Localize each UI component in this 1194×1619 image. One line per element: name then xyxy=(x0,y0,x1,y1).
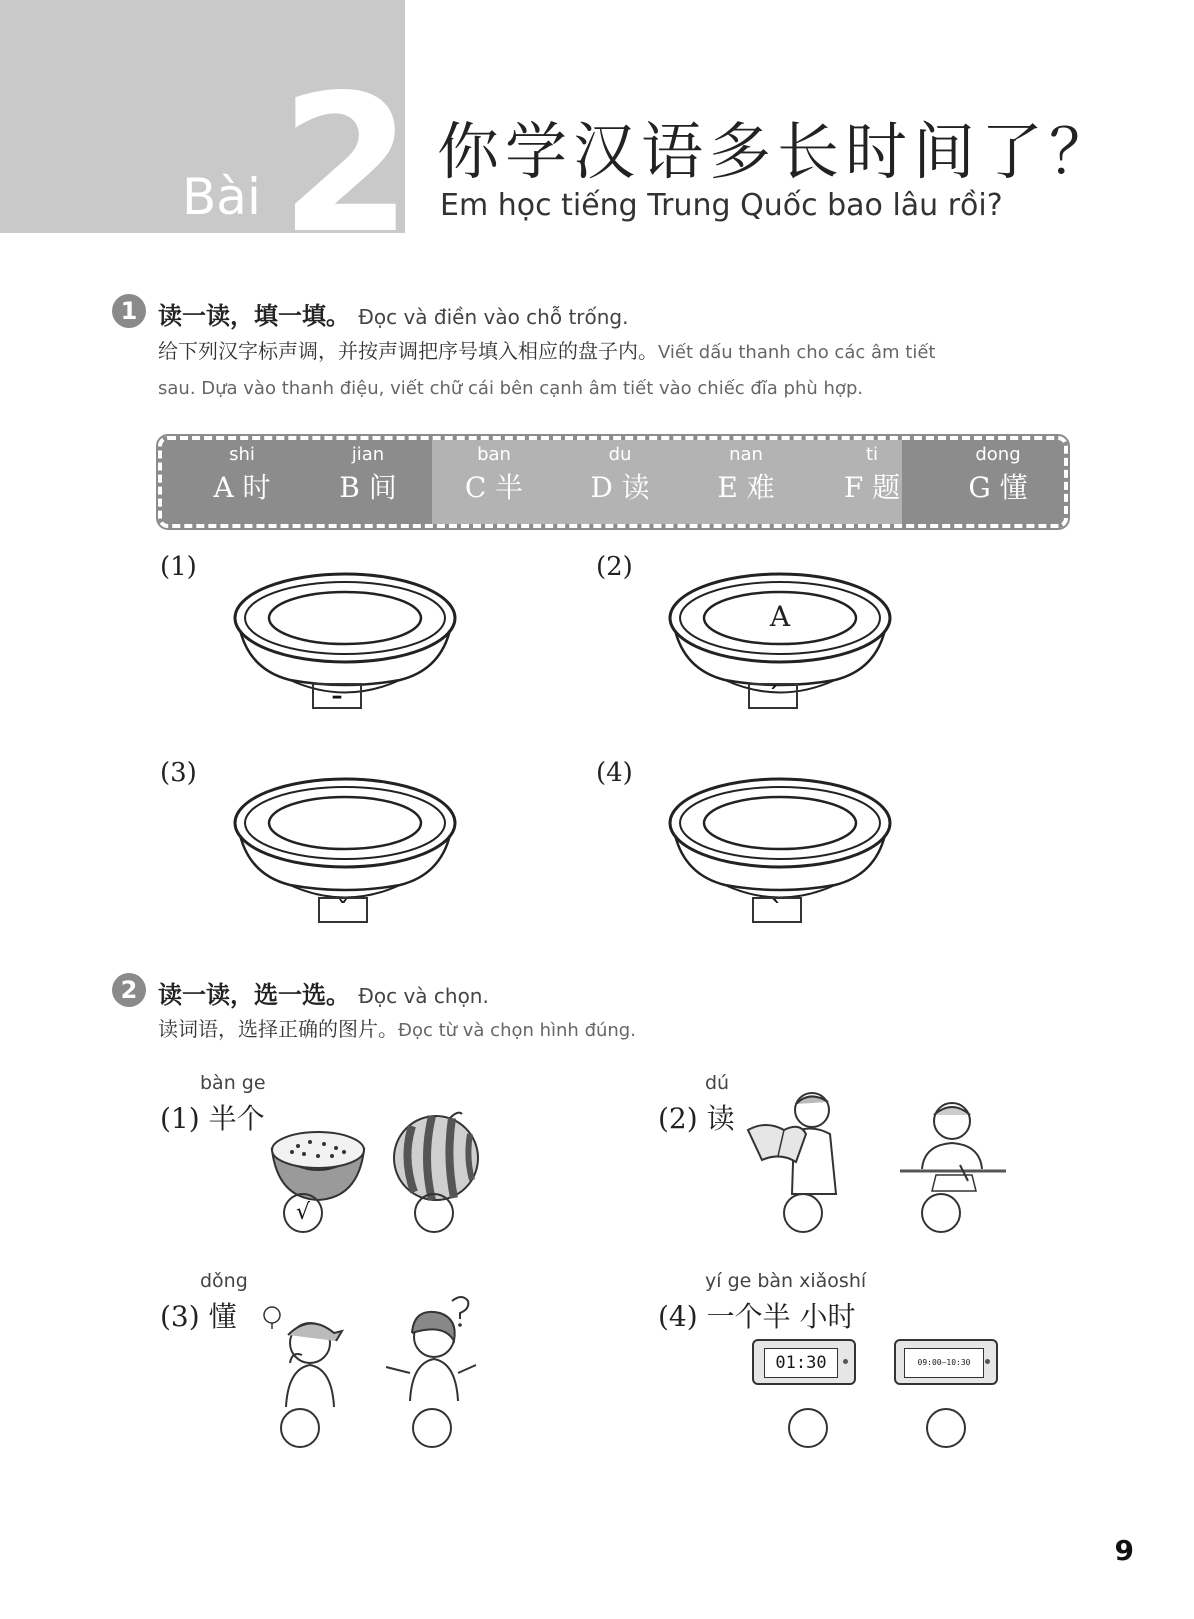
item-1-pinyin: bàn ge xyxy=(200,1072,266,1094)
strip-char: E 难 xyxy=(717,471,775,504)
strip-char: B 间 xyxy=(339,471,397,504)
strip-pinyin: nan xyxy=(729,444,763,465)
clock-range-display: 09:00—10:30 xyxy=(904,1348,984,1378)
item-4-choice-b[interactable] xyxy=(926,1408,966,1448)
item-4-label: (4) 一个半 小时 xyxy=(658,1300,856,1333)
strip-cell-e xyxy=(686,444,806,506)
girl-confused-icon xyxy=(380,1293,480,1403)
strip-pinyin: dong xyxy=(975,444,1021,465)
item-2-choice-a[interactable] xyxy=(783,1193,823,1233)
page-title-vi: Em học tiếng Trung Quốc bao lâu rồi? xyxy=(440,188,1003,223)
item-3-label: (3) 懂 xyxy=(160,1300,237,1333)
strip-char: F 题 xyxy=(843,471,901,504)
lesson-number: 2 xyxy=(280,54,413,275)
item-3-choice-b[interactable] xyxy=(412,1408,452,1448)
section-2-instruction-vi: Đọc từ và chọn hình đúng. xyxy=(398,1020,636,1041)
plate-2-content: A xyxy=(769,600,791,633)
section-2-title-vi: Đọc và chọn. xyxy=(358,984,489,1008)
plate-2-label: (2) xyxy=(596,552,633,582)
item-3-choice-a[interactable] xyxy=(280,1408,320,1448)
item-4-pinyin: yí ge bàn xiǎoshí xyxy=(705,1270,867,1292)
item-3-pinyin: dǒng xyxy=(200,1270,248,1292)
strip-pinyin: ti xyxy=(865,444,879,465)
item-1-choice-a[interactable]: √ xyxy=(283,1193,323,1233)
item-4-choice-a[interactable] xyxy=(788,1408,828,1448)
section-1-instruction-vi-2: sau. Dựa vào thanh điệu, viết chữ cái bên cạnh âm tiết vào chiếc đĩa phù hợp. xyxy=(158,378,864,399)
plate-2-tone: ˊ xyxy=(748,683,798,709)
strip-pinyin: ban xyxy=(477,444,511,465)
strip-char: C 半 xyxy=(464,471,524,504)
clock-display: 01:30 xyxy=(764,1348,838,1378)
digital-clock-range-icon xyxy=(894,1339,998,1385)
boy-writing-icon xyxy=(898,1095,1008,1195)
strip-char: A 时 xyxy=(213,471,271,504)
section-1-badge: 1 xyxy=(112,294,146,328)
digital-clock-icon xyxy=(752,1339,856,1385)
plate-1-label: (1) xyxy=(160,552,197,582)
section-1-title-cn: 读一读，填一填。 xyxy=(158,302,350,330)
strip-cell-a xyxy=(182,444,302,506)
lesson-banner xyxy=(0,0,413,275)
plate-4-icon xyxy=(665,775,895,915)
section-1-title xyxy=(158,296,628,331)
section-2-title xyxy=(158,975,489,1010)
plate-1-tone: – xyxy=(312,683,362,709)
strip-cell-c xyxy=(434,444,554,506)
section-2-instruction xyxy=(158,1012,636,1048)
strip-pinyin: jian xyxy=(351,444,385,465)
item-2-label: (2) 读 xyxy=(658,1102,735,1135)
plate-3-tone: ˇ xyxy=(318,897,368,923)
lesson-word: Bài xyxy=(182,168,261,226)
strip-pinyin: du xyxy=(608,444,632,465)
page-number: 9 xyxy=(1114,1534,1134,1567)
strip-cell-b xyxy=(308,444,428,506)
strip-cell-d xyxy=(560,444,680,506)
clock-button-icon xyxy=(843,1359,848,1364)
clock-button-icon xyxy=(985,1359,990,1364)
plate-3-label: (3) xyxy=(160,758,197,788)
section-2-title-cn: 读一读，选一选。 xyxy=(158,981,350,1009)
strip-char: G 懂 xyxy=(968,471,1028,504)
strip-char: D 读 xyxy=(590,471,650,504)
item-2-pinyin: dú xyxy=(705,1072,730,1094)
item-1-label: (1) 半个 xyxy=(160,1102,265,1135)
syllable-strip xyxy=(158,436,1068,528)
strip-cell-g xyxy=(938,444,1058,506)
girl-understands-icon xyxy=(262,1303,352,1408)
plate-4-tone: ˋ xyxy=(752,897,802,923)
whole-watermelon-icon xyxy=(392,1108,482,1203)
page-title-cn: 你学汉语多长时间了？ xyxy=(437,115,1118,188)
section-1-instruction xyxy=(158,334,1058,406)
section-2-instruction-cn: 读词语，选择正确的图片。 xyxy=(158,1017,398,1041)
boy-reading-icon xyxy=(744,1090,854,1195)
plate-4-label: (4) xyxy=(596,758,633,788)
item-1-choice-b[interactable] xyxy=(414,1193,454,1233)
section-1-instruction-cn: 给下列汉字标声调，并按声调把序号填入相应的盘子内。 xyxy=(158,339,658,363)
strip-pinyin: shi xyxy=(229,444,255,465)
half-watermelon-icon xyxy=(268,1128,368,1203)
section-2-badge: 2 xyxy=(112,973,146,1007)
section-1-instruction-vi-1: Viết dấu thanh cho các âm tiết xyxy=(658,342,936,363)
strip-cell-f xyxy=(812,444,932,506)
plate-3-icon xyxy=(230,775,460,915)
section-1-title-vi: Đọc và điền vào chỗ trống. xyxy=(358,305,629,329)
item-2-choice-b[interactable] xyxy=(921,1193,961,1233)
